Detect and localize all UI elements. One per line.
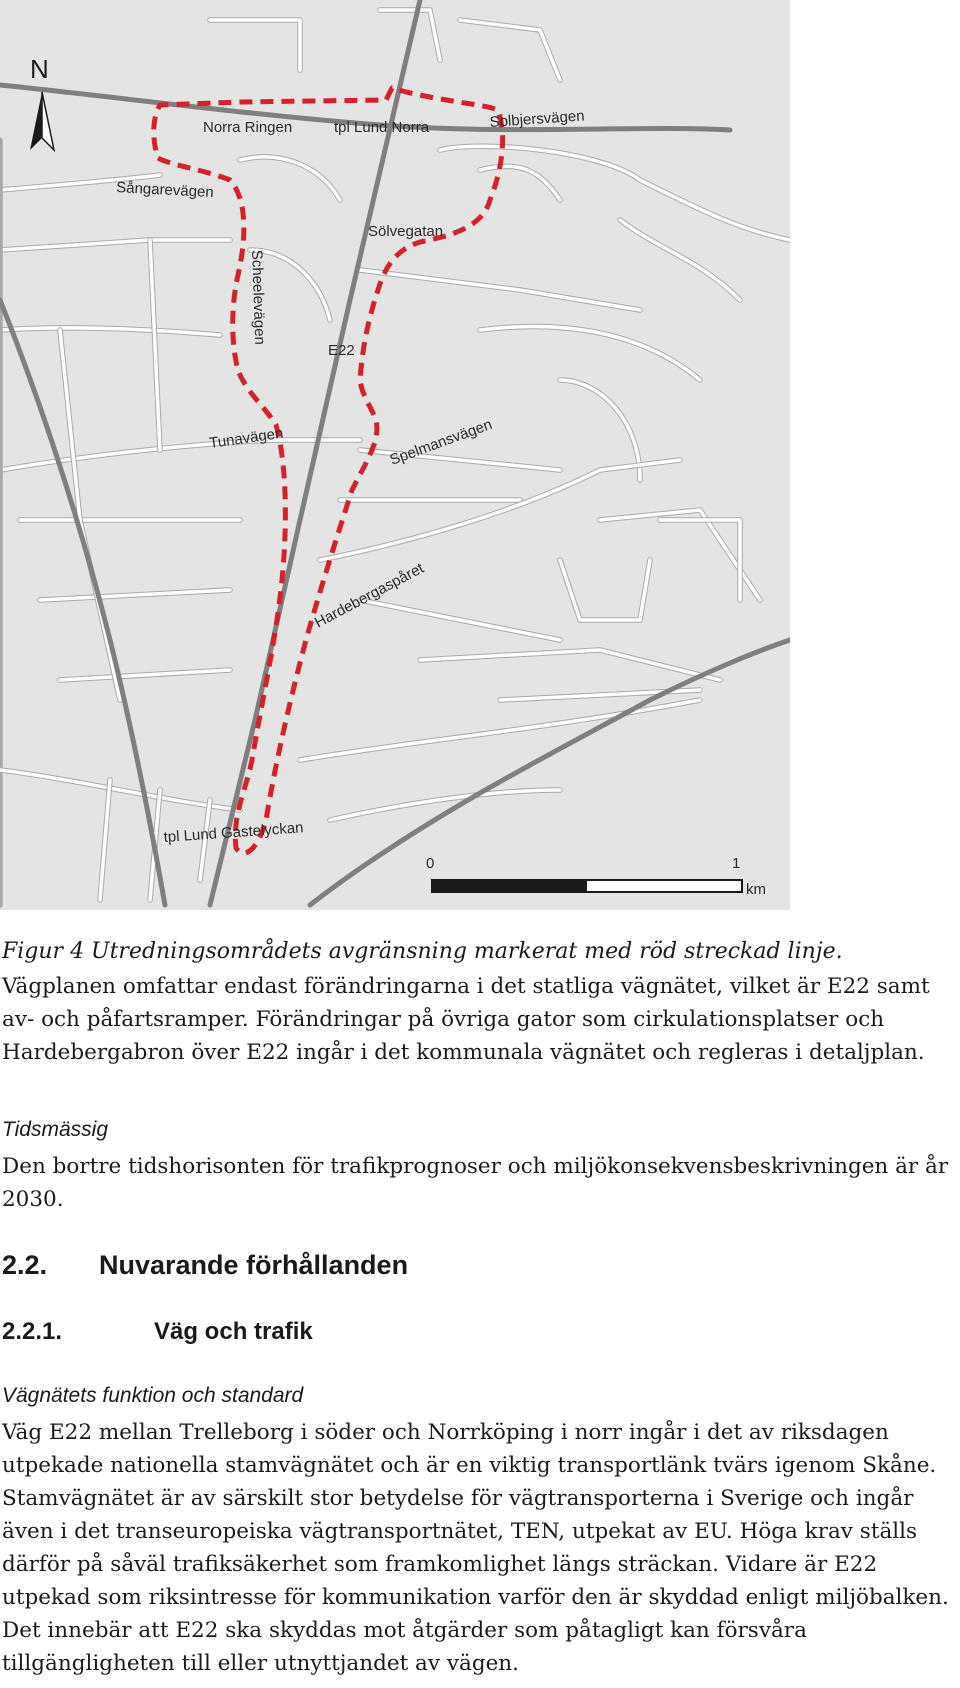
section-heading-2-2-1 [2,1318,957,1346]
section-number: 2.2. [2,1250,48,1280]
label-solbjersvagen: Solbjersvägen [489,107,586,131]
map-figure [0,0,790,910]
label-norra-ringen: Norra Ringen [203,119,293,136]
scale-start: 0 [426,855,435,872]
section-title: Nuvarande förhållanden [99,1250,409,1280]
section-number: 2.2.1. [2,1318,63,1345]
label-solvegatan: Sölvegatan [368,223,444,240]
north-label: N [30,54,49,84]
heading-tidsmassig: Tidsmässig [2,1118,109,1141]
label-hardebergasparet: Hardebergaspåret [311,559,427,632]
scale-unit: km [746,881,766,898]
paragraph-vag-e22: Väg E22 mellan Trelleborg i söder och Norrköping i norr ingår i det av riksdagen utpekade nationella stamvägnätet och är en viktig transportlänk tvärs igenom Skåne. Stamvägnätet är av särskilt stor betydelse för vägtransporterna i Sverige och ingår även i det transeuropeiska vägtransportnätet, TEN, utpekat av EU. Höga krav ställs därför på såväl trafiksäkerhet som framkomlighet längs sträckan. Vidare är E22 utpekad som riksintresse för kommunikation varför den är skyddad enligt miljöbalken. Det innebär att E22 ska skyddas mot åtgärder som påtagligt kan försvåra tillgängligheten till eller utnyttjandet av vägen. [2,1420,949,1676]
scale-end: 1 [732,855,741,872]
section-heading-2-2 [2,1250,957,1281]
label-sangarevagen: Sångarevägen [115,179,215,202]
paragraph-vagplanen: Vägplanen omfattar endast förändringarna i det statliga vägnätet, vilket är E22 samt av- och påfartsramper. Förändringar på övriga gator som cirkulationsplatser och Hardebergabron över E22 ingår i det kommunala vägnätet och regleras i detaljplan. [2,974,930,1065]
label-spelmansvagen: Spelmansvägen [387,415,495,469]
section-title: Väg och trafik [154,1318,313,1345]
heading-vagnatets-funktion: Vägnätets funktion och standard [2,1384,304,1407]
label-scheelevagen: Scheelevägen [248,249,269,346]
figure-caption: Figur 4 Utredningsområdets avgränsning markerat med röd streckad linje. [2,939,843,964]
label-tpl-lund-gastelyckan: tpl Lund Gastelyckan [163,819,305,846]
label-tpl-lund-norra: tpl Lund Norra [334,119,430,136]
paragraph-tidshorisont: Den bortre tidshorisonten för trafikprognoser och miljökonsekvensbeskrivningen är år 2030. [2,1154,949,1212]
label-e22: E22 [328,342,355,359]
label-tunavagen: Tunavägen [208,424,285,452]
